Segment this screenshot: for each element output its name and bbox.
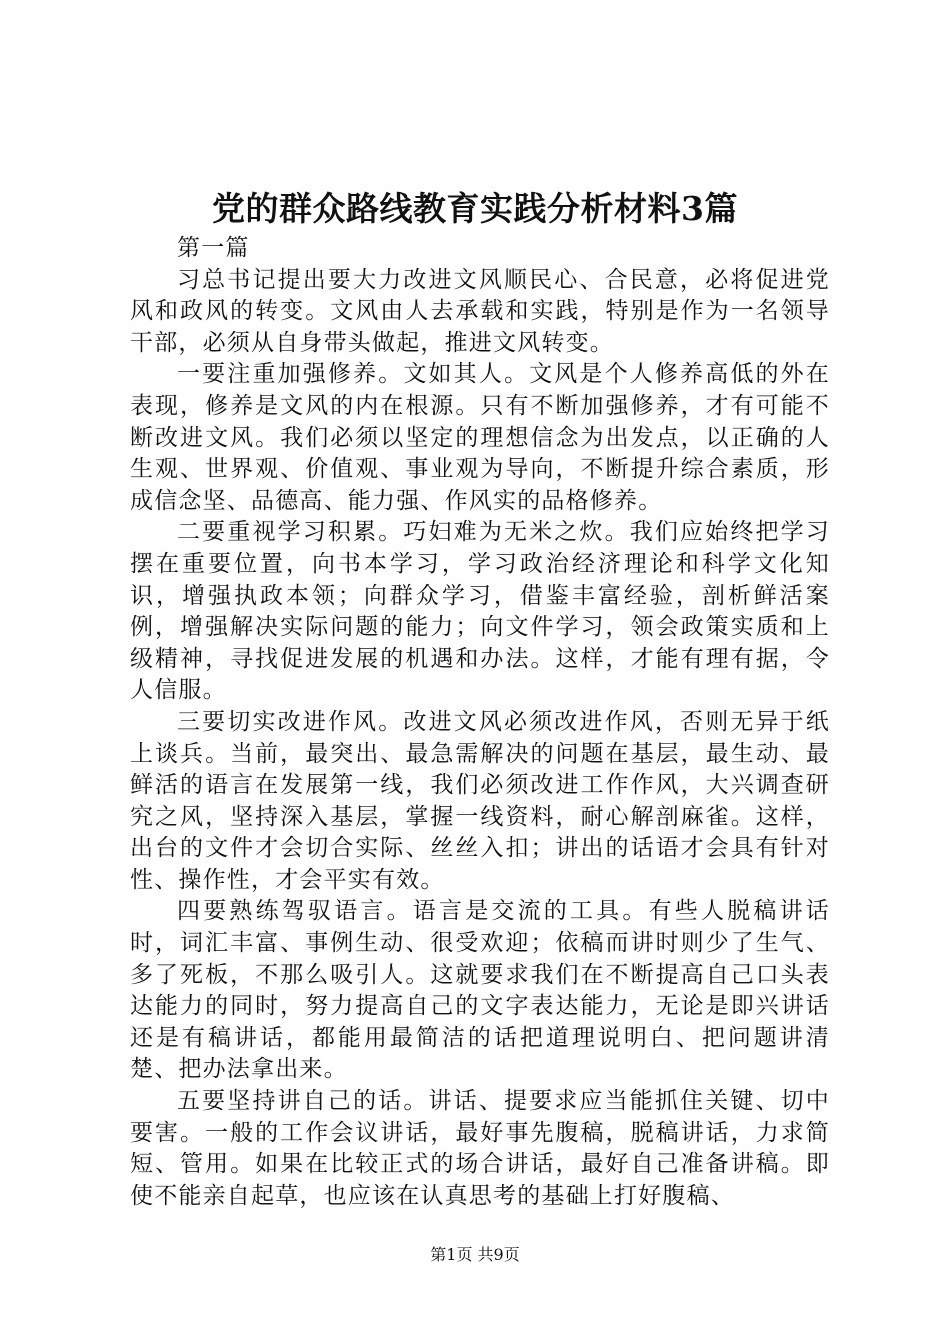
paragraph-point-1: 一要注重加强修养。文如其人。文风是个人修养高低的外在表现，修养是文风的内在根源。只有不断加强修养，才有可能不断改进文风。我们必须以坚定的理想信念为出发点，以正确的人生观、世界观、价值观、事业观为导向，不断提升综合素质，形成信念坚、品德高、能力强、作风实的品格修养。 (130, 361, 830, 514)
document-body (130, 233, 830, 1212)
section-heading: 第一篇 (177, 235, 250, 261)
paragraph-point-4: 四要熟练驾驭语言。语言是交流的工具。有些人脱稿讲话时，词汇丰富、事例生动、很受欢迎；依稿而讲时则少了生气、多了死板，不那么吸引人。这就要求我们在不断提高自己口头表达能力的同时，努力提高自己的文字表达能力，无论是即兴讲话还是有稿讲话，都能用最简洁的话把道理说明白、把问题讲清楚、把办法拿出来。 (130, 898, 830, 1083)
document-title: 党的群众路线教育实践分析材料3篇 (212, 189, 738, 228)
page-footer: 第1页 共9页 (430, 1245, 520, 1264)
paragraph-point-5: 五要坚持讲自己的话。讲话、提要求应当能抓住关键、切中要害。一般的工作会议讲话，最好事先腹稿，脱稿讲话，力求简短、管用。如果在比较正式的场合讲话，最好自己准备讲稿。即使不能亲自起草，也应该在认真思考的基础上打好腹稿、 (130, 1088, 830, 1209)
paragraph-point-3: 三要切实改进作风。改进文风必须改进作风，否则无异于纸上谈兵。当前，最突出、最急需解决的问题在基层，最生动、最鲜活的语言在发展第一线，我们必须改进工作作风，大兴调查研究之风，坚持深入基层，掌握一线资料，耐心解剖麻雀。这样，出台的文件才会切合实际、丝丝入扣；讲出的话语才会具有针对性、操作性，才会平实有效。 (130, 708, 830, 893)
paragraph-intro: 习总书记提出要大力改进文风顺民心、合民意，必将促进党风和政风的转变。文风由人去承载和实践，特别是作为一名领导干部，必须从自身带头做起，推进文风转变。 (130, 266, 830, 356)
paragraph-point-2: 二要重视学习积累。巧妇难为无米之炊。我们应始终把学习摆在重要位置，向书本学习，学习政治经济理论和科学文化知识，增强执政本领；向群众学习，借鉴丰富经验，剖析鲜活案例，增强解决实际问题的能力；向文件学习，领会政策实质和上级精神，寻找促进发展的机遇和办法。这样，才能有理有据，令人信服。 (130, 519, 830, 704)
